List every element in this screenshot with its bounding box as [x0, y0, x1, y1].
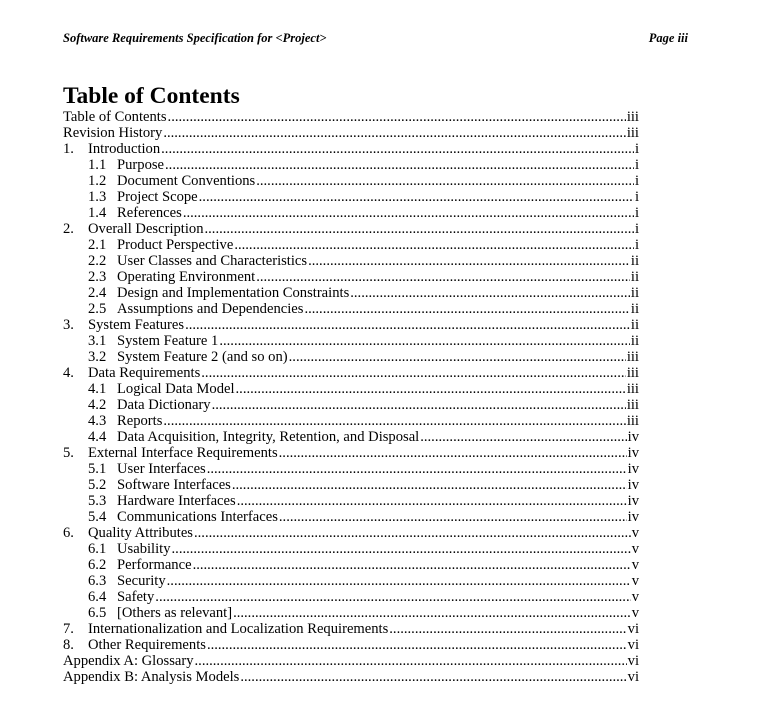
toc-entry[interactable] — [63, 157, 639, 173]
toc-entry-text: Quality Attributes — [88, 525, 193, 541]
toc-entry-number: 6. — [63, 525, 74, 541]
toc-entry-number: 3. — [63, 317, 74, 333]
toc-entry-text: Overall Description — [88, 221, 204, 237]
toc-entry-text: Appendix A: Glossary — [63, 653, 194, 669]
toc-entry-number: 4.4 — [88, 429, 107, 445]
toc-entry-text: System Feature 1 — [117, 333, 219, 349]
toc-entry[interactable] — [63, 381, 639, 397]
toc-entry-page: vi — [627, 653, 639, 669]
toc-entry-number: 5. — [63, 445, 74, 461]
toc-entry-text: Operating Environment — [117, 269, 256, 285]
dot-leader — [193, 557, 631, 573]
toc-entry-text: Design and Implementation Constraints — [117, 285, 350, 301]
toc-entry[interactable] — [63, 285, 639, 301]
toc-entry-number: 6.5 — [88, 605, 107, 621]
toc-entry-number: 7. — [63, 621, 74, 637]
toc-entry-text: User Classes and Characteristics — [117, 253, 308, 269]
toc-entry[interactable] — [63, 429, 639, 445]
toc-entry-text: Security — [117, 573, 166, 589]
toc-entry[interactable] — [63, 189, 639, 205]
toc-entry-text: Data Acquisition, Integrity, Retention, and Disposal — [117, 429, 420, 445]
toc-entry-page: iii — [626, 365, 639, 381]
toc-entry[interactable] — [63, 109, 639, 125]
toc-entry-number: 5.4 — [88, 509, 107, 525]
dot-leader — [279, 445, 627, 461]
toc-entry-text: Product Perspective — [117, 237, 234, 253]
dot-leader — [212, 397, 626, 413]
toc-entry-page: ii — [630, 269, 639, 285]
dot-leader — [256, 269, 630, 285]
toc-entry[interactable] — [63, 541, 639, 557]
dot-leader — [232, 477, 627, 493]
dot-leader — [304, 301, 629, 317]
toc-entry-page: iv — [627, 509, 639, 525]
toc-entry-page: vi — [627, 637, 639, 653]
toc-entry-page: iv — [627, 477, 639, 493]
toc-entry-page: iii — [626, 381, 639, 397]
dot-leader — [420, 429, 626, 445]
toc-entry[interactable] — [63, 301, 639, 317]
toc-entry-number: 6.4 — [88, 589, 107, 605]
toc-entry-number: 6.3 — [88, 573, 107, 589]
toc-entry[interactable] — [63, 605, 639, 621]
dot-leader — [161, 141, 634, 157]
toc-entry-number: 3.1 — [88, 333, 107, 349]
page-header — [63, 31, 688, 49]
toc-entry[interactable] — [63, 461, 639, 477]
toc-entry[interactable] — [63, 349, 639, 365]
dot-leader — [195, 653, 627, 669]
toc-entry-page: iii — [626, 349, 639, 365]
toc-entry-number: 2.5 — [88, 301, 107, 317]
toc-entry-page: ii — [630, 253, 639, 269]
toc-entry-page: v — [631, 573, 639, 589]
toc-entry-page: iii — [626, 397, 639, 413]
toc-entry[interactable] — [63, 445, 639, 461]
toc-entry-text: User Interfaces — [117, 461, 206, 477]
toc-entry[interactable] — [63, 493, 639, 509]
toc-entry-text: External Interface Requirements — [88, 445, 278, 461]
dot-leader — [163, 413, 625, 429]
dot-leader — [236, 381, 626, 397]
toc-entry-page: vi — [627, 669, 639, 685]
dot-leader — [237, 493, 627, 509]
toc-entry-page: i — [634, 141, 639, 157]
toc-entry-page: i — [634, 173, 639, 189]
toc-heading: Table of Contents — [63, 83, 240, 109]
toc-entry-page: iii — [626, 109, 639, 125]
toc-entry-number: 2.4 — [88, 285, 107, 301]
toc-entry-page: iv — [627, 429, 639, 445]
dot-leader — [183, 205, 634, 221]
toc-entry-text: Data Dictionary — [117, 397, 211, 413]
toc-entry-number: 2. — [63, 221, 74, 237]
toc-entry[interactable] — [63, 525, 639, 541]
toc-entry-number: 6.1 — [88, 541, 107, 557]
toc-entry-text: Introduction — [88, 141, 161, 157]
toc-entry-number: 2.2 — [88, 253, 107, 269]
toc-entry-text: References — [117, 205, 182, 221]
dot-leader — [167, 573, 631, 589]
dot-leader — [201, 365, 626, 381]
dot-leader — [256, 173, 634, 189]
toc-entry-text: Software Interfaces — [117, 477, 231, 493]
toc-entry-number: 5.1 — [88, 461, 107, 477]
dot-leader — [240, 669, 626, 685]
toc-entry-number: 1.4 — [88, 205, 107, 221]
toc-entry-page: i — [634, 189, 639, 205]
toc-entry-number: 4. — [63, 365, 74, 381]
toc-entry-number: 1. — [63, 141, 74, 157]
toc-entry-text: Appendix B: Analysis Models — [63, 669, 240, 685]
toc-list — [63, 109, 639, 685]
dot-leader — [172, 541, 631, 557]
dot-leader — [194, 525, 631, 541]
toc-entry-text: Revision History — [63, 125, 163, 141]
toc-entry-text: Data Requirements — [88, 365, 201, 381]
dot-leader — [165, 157, 634, 173]
toc-entry[interactable] — [63, 573, 639, 589]
dot-leader — [155, 589, 630, 605]
toc-entry[interactable] — [63, 125, 639, 141]
document-title: Software Requirements Specification for <Project> — [63, 31, 327, 45]
toc-entry[interactable] — [63, 637, 639, 653]
toc-entry-text: Safety — [117, 589, 155, 605]
toc-entry-page: i — [634, 221, 639, 237]
toc-entry-page: iii — [626, 125, 639, 141]
dot-leader — [289, 349, 626, 365]
toc-entry-page: ii — [630, 317, 639, 333]
toc-entry-page: v — [631, 589, 639, 605]
toc-entry[interactable] — [63, 205, 639, 221]
page-number: Page iii — [648, 31, 688, 45]
toc-entry-text: Internationalization and Localization Requirements — [88, 621, 389, 637]
toc-entry[interactable] — [63, 509, 639, 525]
dot-leader — [207, 637, 627, 653]
toc-entry-number: 1.2 — [88, 173, 107, 189]
toc-entry-number: 4.2 — [88, 397, 107, 413]
toc-entry-text: Purpose — [117, 157, 165, 173]
toc-entry-text: Logical Data Model — [117, 381, 235, 397]
toc-entry-page: v — [631, 605, 639, 621]
toc-entry-text: Reports — [117, 413, 163, 429]
toc-entry[interactable] — [63, 141, 639, 157]
toc-entry-page: ii — [630, 333, 639, 349]
toc-entry-number: 2.3 — [88, 269, 107, 285]
toc-entry[interactable] — [63, 669, 639, 685]
toc-entry[interactable] — [63, 237, 639, 253]
dot-leader — [234, 237, 634, 253]
toc-entry-number: 4.3 — [88, 413, 107, 429]
toc-entry-number: 1.3 — [88, 189, 107, 205]
toc-entry[interactable] — [63, 173, 639, 189]
toc-entry-number: 4.1 — [88, 381, 107, 397]
toc-entry-number: 5.2 — [88, 477, 107, 493]
dot-leader — [219, 333, 630, 349]
dot-leader — [308, 253, 630, 269]
toc-entry-page: i — [634, 237, 639, 253]
toc-entry-number: 2.1 — [88, 237, 107, 253]
toc-entry-page: vi — [627, 621, 639, 637]
toc-entry-number: 6.2 — [88, 557, 107, 573]
toc-entry-text: Usability — [117, 541, 171, 557]
toc-entry-number: 3.2 — [88, 349, 107, 365]
toc-entry[interactable] — [63, 477, 639, 493]
toc-entry-text: Hardware Interfaces — [117, 493, 236, 509]
toc-entry-number: 8. — [63, 637, 74, 653]
toc-entry-text: System Feature 2 (and so on) — [117, 349, 288, 365]
toc-entry-page: ii — [630, 301, 639, 317]
dot-leader — [199, 189, 634, 205]
dot-leader — [207, 461, 627, 477]
toc-entry-page: iv — [627, 445, 639, 461]
toc-entry[interactable] — [63, 557, 639, 573]
toc-entry[interactable] — [63, 365, 639, 381]
toc-entry-text: Document Conventions — [117, 173, 256, 189]
toc-entry[interactable] — [63, 653, 639, 669]
toc-entry[interactable] — [63, 253, 639, 269]
toc-entry-text: System Features — [88, 317, 185, 333]
toc-entry-page: v — [631, 525, 639, 541]
toc-entry-page: iii — [626, 413, 639, 429]
toc-entry-number: 1.1 — [88, 157, 107, 173]
toc-entry[interactable] — [63, 333, 639, 349]
dot-leader — [163, 125, 626, 141]
dot-leader — [350, 285, 630, 301]
toc-entry[interactable] — [63, 221, 639, 237]
toc-entry[interactable] — [63, 397, 639, 413]
toc-entry-page: i — [634, 157, 639, 173]
toc-entry[interactable] — [63, 413, 639, 429]
toc-entry-page: ii — [630, 285, 639, 301]
dot-leader — [185, 317, 630, 333]
toc-entry-text: Assumptions and Dependencies — [117, 301, 304, 317]
toc-entry[interactable] — [63, 269, 639, 285]
dot-leader — [279, 509, 627, 525]
toc-entry[interactable] — [63, 317, 639, 333]
toc-entry[interactable] — [63, 589, 639, 605]
dot-leader — [168, 109, 626, 125]
toc-entry-text: Communications Interfaces — [117, 509, 278, 525]
dot-leader — [205, 221, 634, 237]
dot-leader — [233, 605, 631, 621]
toc-entry-page: iv — [627, 461, 639, 477]
toc-entry-text: Table of Contents — [63, 109, 167, 125]
toc-entry-text: Other Requirements — [88, 637, 206, 653]
toc-entry-number: 5.3 — [88, 493, 107, 509]
toc-entry-text: Performance — [117, 557, 192, 573]
toc-entry[interactable] — [63, 621, 639, 637]
toc-entry-text: Project Scope — [117, 189, 198, 205]
toc-entry-text: [Others as relevant] — [117, 605, 233, 621]
toc-entry-page: i — [634, 205, 639, 221]
toc-entry-page: iv — [627, 493, 639, 509]
dot-leader — [389, 621, 626, 637]
toc-entry-page: v — [631, 541, 639, 557]
toc-entry-page: v — [631, 557, 639, 573]
